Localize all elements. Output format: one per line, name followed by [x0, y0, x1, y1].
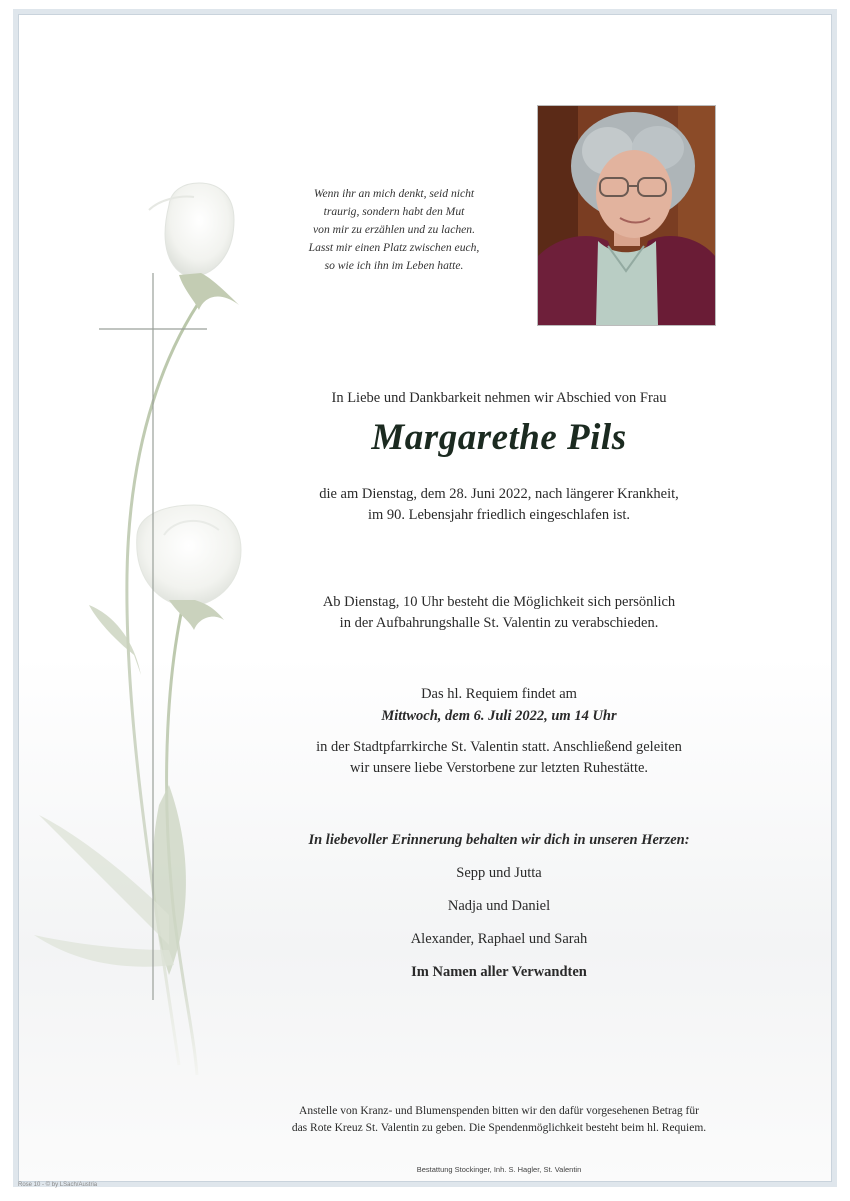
viewing-line: in der Aufbahrungshalle St. Valentin zu verabschieden.	[339, 615, 659, 631]
poem-line: von mir zu erzählen und zu lachen.	[313, 223, 475, 236]
deceased-name: Margarethe Pils	[371, 417, 627, 458]
funeral-home-footer: Bestattung Stockinger, Inh. S. Hagler, St. Valentin	[416, 1165, 582, 1174]
requiem-line: in der Stadtpfarrkirche St. Valentin statt. Anschließend geleiten	[316, 739, 682, 755]
viewing-notice	[219, 592, 779, 634]
intro-text: In Liebe und Dankbarkeit nehmen wir Abschied von Frau	[331, 390, 667, 406]
memory-heading: In liebevoller Erinnerung behalten wir dich in unseren Herzen:	[308, 832, 690, 848]
poem-line: traurig, sondern habt den Mut	[323, 205, 465, 218]
requiem-line: Das hl. Requiem findet am	[421, 686, 577, 702]
death-notice	[219, 484, 779, 526]
donation-notice	[199, 1103, 799, 1137]
requiem-date: Mittwoch, dem 6. Juli 2022, um 14 Uhr	[381, 708, 617, 724]
donation-line: das Rote Kreuz St. Valentin zu geben. Die Spendenmöglichkeit besteht beim hl. Requiem.	[291, 1122, 707, 1134]
rose-bud-icon	[149, 183, 239, 310]
family-member: Nadja und Daniel	[447, 898, 551, 914]
donation-line: Anstelle von Kranz- und Blumenspenden bitten wir den dafür vorgesehenen Betrag für	[299, 1105, 699, 1117]
obituary-card	[18, 14, 832, 1182]
portrait-image	[538, 106, 715, 325]
death-line: die am Dienstag, dem 28. Juni 2022, nach längerer Krankheit,	[319, 486, 679, 502]
requiem-line: wir unsere liebe Verstorbene zur letzten Ruhestätte.	[349, 760, 649, 776]
family-member: Sepp und Jutta	[456, 865, 542, 881]
design-credit: Rose 10 - © by LSach/Austria	[18, 1182, 98, 1188]
rose-illustration	[19, 15, 279, 1115]
poem-line: so wie ich ihn im Leben hatte.	[324, 259, 464, 272]
signature-line: Im Namen aller Verwandten	[411, 964, 587, 980]
family-member: Alexander, Raphael und Sarah	[410, 931, 588, 947]
death-line: im 90. Lebensjahr friedlich eingeschlafen ist.	[367, 507, 631, 523]
poem	[269, 185, 519, 275]
poem-line: Wenn ihr an mich denkt, seid nicht	[313, 187, 475, 200]
portrait-photo	[538, 106, 715, 325]
viewing-line: Ab Dienstag, 10 Uhr besteht die Möglichkeit sich persönlich	[322, 594, 676, 610]
requiem-location	[219, 737, 779, 779]
poem-line: Lasst mir einen Platz zwischen euch,	[308, 241, 480, 254]
